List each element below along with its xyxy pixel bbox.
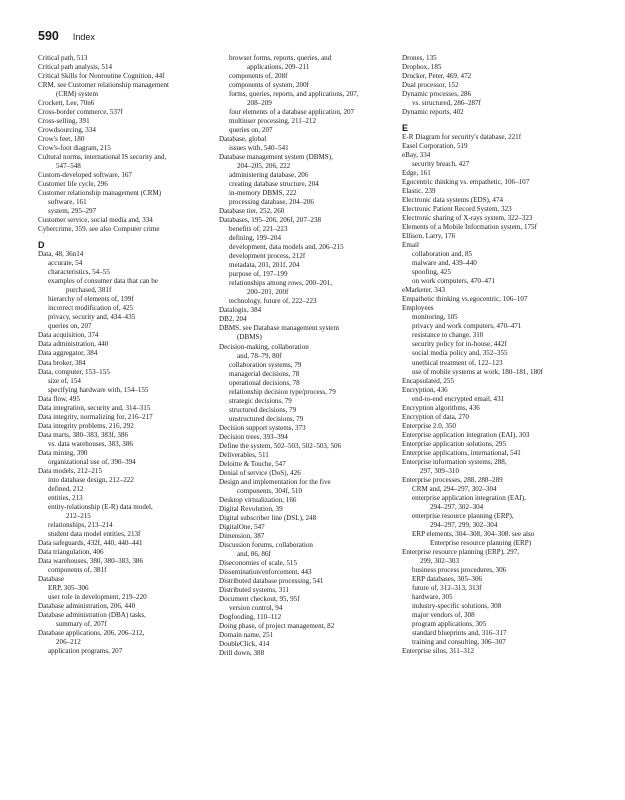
index-entry: Data aggregator, 384 xyxy=(38,349,98,358)
index-subentry: operational decisions, 78 xyxy=(229,378,300,387)
index-entry: Document checkout, 95, 95f xyxy=(219,594,300,603)
index-subentry: standard blueprints and, 316–317 xyxy=(412,628,507,637)
index-subentry: malware and, 439–440 xyxy=(412,259,477,268)
index-subentry: metadata, 201, 201f, 204 xyxy=(229,261,300,270)
index-entry: Crowdsourcing, 334 xyxy=(38,126,96,135)
index-entry: Electronic sharing of X-rays system, 322–323 xyxy=(402,214,533,223)
index-entry-continuation: and, 86, 86f xyxy=(237,549,271,558)
index-entry-continuation: summary of, 207f xyxy=(56,619,107,628)
index-entry-continuation: 294–297, 302–304 xyxy=(430,502,484,511)
index-subentry: relationship decision type/process, 79 xyxy=(229,387,336,396)
index-subentry: components of, 208f xyxy=(229,72,288,81)
index-entry-continuation: (DBMS) xyxy=(237,333,262,342)
index-entry: Encapsulated, 255 xyxy=(402,376,455,385)
section-letter: E xyxy=(402,123,409,134)
index-entry: DigitalOne, 547 xyxy=(219,522,265,531)
index-entry-continuation: 547–548 xyxy=(56,162,81,171)
index-entry-continuation: 212–215 xyxy=(66,511,91,520)
index-subentry: vs. data warehouses, 383, 386 xyxy=(48,439,133,448)
index-subentry: entities, 213 xyxy=(48,493,83,502)
index-subentry: system, 295–297 xyxy=(48,207,97,216)
index-subentry: managerial decisions, 78 xyxy=(229,369,300,378)
index-column-1 xyxy=(38,54,216,656)
index-entry-continuation: purchased, 381f xyxy=(66,286,112,295)
index-entry: Customer life cycle, 296 xyxy=(38,180,108,189)
index-entry: Dual processor, 152 xyxy=(402,81,459,90)
index-entry: eBay, 334 xyxy=(402,151,431,160)
index-subentry: program applications, 305 xyxy=(412,619,487,628)
index-entry: Desktop virtualization, 166 xyxy=(219,495,297,504)
index-entry: Drucker, Peter, 469, 472 xyxy=(402,72,472,81)
index-entry: Enterprise 2.0, 350 xyxy=(402,421,456,430)
index-entry: eMarketer, 343 xyxy=(402,286,446,295)
index-subentry: accurate, 54 xyxy=(48,259,83,268)
index-entry: Data administration, 440 xyxy=(38,340,109,349)
index-entry: Enterprise processes, 288, 288–289 xyxy=(402,475,503,484)
index-subentry: into database design, 212–222 xyxy=(48,475,134,484)
index-entry: Databases, 195–206, 206f, 207–238 xyxy=(219,216,322,225)
index-entry-continuation: Enterprise resource planning (ERP) xyxy=(430,538,532,547)
index-entry: Database, global xyxy=(219,135,267,144)
index-entry: Empathetic thinking vs.egocentric, 106–107 xyxy=(402,295,528,304)
index-subentry: development process, 212f xyxy=(229,252,306,261)
index-entry: Database xyxy=(38,574,64,583)
index-subentry: resistance to change, 310 xyxy=(412,331,484,340)
index-entry: Database tier, 252, 260 xyxy=(219,207,285,216)
index-entry: Data integrity problems, 216, 292 xyxy=(38,421,134,430)
index-subentry: enterprise resource planning (ERP), xyxy=(412,511,514,520)
index-subentry: business process procedures, 306 xyxy=(412,565,507,574)
index-entry: Enterprise application integration (EAI), 303 xyxy=(402,430,530,439)
index-entry: Elements of a Mobile Information system, 175f xyxy=(402,223,537,232)
index-entry: CRM. see Customer relationship management xyxy=(38,81,170,90)
index-entry: Dogfooding, 110–112 xyxy=(219,612,282,621)
index-subentry: training and consulting, 306–307 xyxy=(412,637,506,646)
index-entry: Critical path analysis, 514 xyxy=(38,63,113,72)
index-subentry: structured decisions, 79 xyxy=(229,405,297,414)
index-entry: Deliverables, 511 xyxy=(219,450,269,459)
index-entry: Drill down, 388 xyxy=(219,649,265,658)
index-subentry: size of, 154 xyxy=(48,376,81,385)
index-subentry: specifying hardware with, 154–155 xyxy=(48,385,149,394)
index-entry: Dropbox, 185 xyxy=(402,63,442,72)
index-entry: Data integration, security and, 314–315 xyxy=(38,403,151,412)
index-entry: Cybercrime, 359. see also Computer crime xyxy=(38,225,160,234)
index-entry-continuation: 294–297, 299, 302–304 xyxy=(430,520,498,529)
index-subentry: end-to-end encrypted email, 431 xyxy=(412,394,505,403)
index-subentry: creating database structure, 204 xyxy=(229,180,319,189)
index-entry: Domain name, 251 xyxy=(219,631,274,639)
index-entry: Distributed systems, 311 xyxy=(219,585,290,594)
index-entry: Cultural norms, international IS security and, xyxy=(38,153,167,162)
index-entry: Critical Skills for Nonroutine Cognition, 44f xyxy=(38,72,165,81)
index-entry: Dynamic processes, 286 xyxy=(402,90,472,99)
index-subentry: issues with, 540–541 xyxy=(229,144,289,153)
index-subentry: security policy for in-house, 442f xyxy=(412,340,507,349)
index-entry: Data, computer, 153–155 xyxy=(38,367,110,376)
index-entry-continuation: 297, 309–310 xyxy=(420,466,460,475)
index-subentry: in-memory DBMS, 222 xyxy=(229,189,297,198)
index-subentry: hardware, 305 xyxy=(412,592,453,601)
index-entry: Enterprise information systems, 288, xyxy=(402,457,507,466)
index-entry: Crow's feet, 180 xyxy=(38,135,85,144)
running-head: Index xyxy=(72,32,95,42)
index-column-2 xyxy=(219,54,397,658)
index-subentry: ERP elements, 304–308, 304–308. see also xyxy=(412,529,535,538)
index-entry: Database management system (DBMS), xyxy=(219,153,333,162)
index-subentry: privacy, security and, 434–435 xyxy=(48,313,136,322)
index-entry: Egocentric thinking vs. empathetic, 106–107 xyxy=(402,178,530,187)
index-entry: Data acquisition, 374 xyxy=(38,331,99,340)
index-entry: Decision support systems, 373 xyxy=(219,423,306,432)
index-subentry: defining, 199–204 xyxy=(229,234,282,243)
index-subentry: characteristics, 54–55 xyxy=(48,268,110,277)
index-subentry: examples of consumer data that can be xyxy=(48,277,158,286)
index-entry: Distributed database processing, 541 xyxy=(219,576,324,585)
index-entry: Data triangulation, 406 xyxy=(38,547,104,556)
index-subentry: technology, future of, 222–223 xyxy=(229,297,317,306)
index-subentry: vs. structured, 286–287f xyxy=(412,99,481,108)
index-entry: Easel Corporation, 519 xyxy=(402,142,468,151)
index-entry: Customer relationship management (CRM) xyxy=(38,189,162,198)
index-entry: Encryption algorithms, 436 xyxy=(402,403,480,412)
section-letter: D xyxy=(38,240,45,251)
index-entry: Data, 48, 36n14 xyxy=(38,250,84,259)
index-subentry: purpose of, 197–199 xyxy=(229,270,288,279)
index-entry: Email xyxy=(402,241,419,250)
index-subentry: on work computers, 470–471 xyxy=(412,277,496,286)
index-subentry: future of, 312–313, 313f xyxy=(412,583,482,592)
index-subentry: unethical treatment of, 122–123 xyxy=(412,358,503,367)
index-entry: Design and implementation for the five xyxy=(219,477,331,486)
index-subentry: forms, queries, reports, and applications, 207, xyxy=(229,90,359,99)
index-subentry: CRM and, 294–297, 302–304 xyxy=(412,484,497,493)
index-entry: Encryption, 436 xyxy=(402,385,448,394)
index-subentry: ERP databases, 305–306 xyxy=(412,574,483,583)
index-subentry: privacy and work computers, 470–471 xyxy=(412,322,522,331)
index-entry: Data integrity, normalizing for, 216–217 xyxy=(38,412,153,421)
index-entry: Decision trees, 393–394 xyxy=(219,432,288,441)
index-subentry: version control, 94 xyxy=(229,603,283,612)
index-entry: Enterprise applications, international, 541 xyxy=(402,448,521,457)
index-subentry: software, 161 xyxy=(48,198,87,207)
index-entry: Ellison, Larry, 176 xyxy=(402,232,456,241)
index-entry: E-R Diagram for security's database, 221f xyxy=(402,133,522,142)
index-entry: Data safeguards, 432f, 440, 440–441 xyxy=(38,538,143,547)
index-entry: Dissemination/enforcement, 443 xyxy=(219,567,312,576)
index-entry: Data flow, 495 xyxy=(38,394,80,403)
index-entry: Database administration, 206, 440 xyxy=(38,601,136,610)
index-entry: Digital subscriber line (DSL), 248 xyxy=(219,513,317,522)
index-entry: Deloitte & Touche, 547 xyxy=(219,459,286,468)
index-entry-continuation: 299, 302–303 xyxy=(420,556,460,565)
index-entry-continuation: components, 304f, 510 xyxy=(237,486,303,495)
index-entry-continuation: 204–205, 206, 222 xyxy=(237,162,291,171)
index-subentry: collaboration and, 85 xyxy=(412,250,473,259)
index-entry: Encryption of data, 270 xyxy=(402,412,469,421)
index-subentry: spoofing, 425 xyxy=(412,268,452,277)
index-entry: Electronic Patient Record System, 323 xyxy=(402,205,512,214)
index-subentry: components of, 381f xyxy=(48,565,107,574)
index-entry: DBMS. see Database management system xyxy=(219,324,339,333)
index-subentry: benefits of, 221–223 xyxy=(229,225,288,234)
index-subentry: strategic decisions, 79 xyxy=(229,396,292,405)
index-subentry: queries on, 207 xyxy=(229,126,273,135)
index-entry-continuation: 206–212 xyxy=(56,637,81,646)
index-subentry: user role in development, 219–220 xyxy=(48,592,147,601)
index-subentry: security breach, 427 xyxy=(412,160,470,169)
index-subentry: incorrect modification of, 425 xyxy=(48,304,134,313)
index-subentry: multiuser processing, 211–212 xyxy=(229,117,317,126)
index-entry: Discussion forums, collaboration xyxy=(219,540,313,549)
index-entry: Data broker, 384 xyxy=(38,358,86,367)
index-entry: DB2, 204 xyxy=(219,315,247,324)
index-entry: Enterprise resource planning (ERP), 297, xyxy=(402,547,520,556)
index-entry: Enterprise silos, 311–312 xyxy=(402,647,475,655)
index-entry: DoubleClick, 414 xyxy=(219,640,270,649)
index-subentry: student data model entities, 213f xyxy=(48,529,141,538)
index-entry: Edge, 161 xyxy=(402,169,431,178)
index-subentry: collaboration systems, 79 xyxy=(229,360,302,369)
index-subentry: industry-specific solutions, 308 xyxy=(412,601,502,610)
index-subentry: administering database, 206 xyxy=(229,171,309,180)
index-entry-continuation: and, 78–79, 80f xyxy=(237,351,282,360)
index-entry: Customer service, social media and, 334 xyxy=(38,216,153,225)
index-entry: Digital Revolution, 39 xyxy=(219,504,283,513)
index-subentry: browser forms, reports, queries, and xyxy=(229,54,332,62)
index-subentry: monitoring, 105 xyxy=(412,313,458,322)
index-entry: Crow's-foot diagram, 215 xyxy=(38,144,111,153)
index-entry: Enterprise application solutions, 295 xyxy=(402,439,507,448)
index-subentry: use of mobile systems at work, 180–181, 180f xyxy=(412,367,544,376)
index-entry: Define the system, 502–503, 502–503, 506 xyxy=(219,441,342,450)
index-entry: Dimension, 387 xyxy=(219,531,265,540)
index-subentry: enterprise application integration (EAI), xyxy=(412,493,526,502)
index-entry-continuation: (CRM) system xyxy=(56,90,98,99)
index-subentry: relationships among rows, 200–201, xyxy=(229,279,333,288)
index-subentry: processing database, 204–206 xyxy=(229,198,314,207)
index-entry: Crockett, Lee, 70n6 xyxy=(38,99,95,108)
index-subentry: ERP, 305–306 xyxy=(48,583,89,592)
index-entry: Datalogix, 384 xyxy=(219,306,262,315)
index-subentry: application programs, 207 xyxy=(48,647,123,655)
index-entry: Data mining, 390 xyxy=(38,448,88,457)
index-entry: Drones, 135 xyxy=(402,54,437,62)
index-subentry: four elements of a database application, 207 xyxy=(229,108,355,117)
index-entry: Diseconomies of scale, 515 xyxy=(219,558,298,567)
index-subentry: entity-relationship (E-R) data model, xyxy=(48,502,153,511)
index-entry: Data warehouses, 380, 380–383, 386 xyxy=(38,556,144,565)
index-entry: Denial of service (DoS), 426 xyxy=(219,468,301,477)
index-entry: Dynamic reports, 402 xyxy=(402,108,464,117)
index-entry: Electronic data systems (EDS), 474 xyxy=(402,196,504,205)
index-entry: Cross-selling, 391 xyxy=(38,117,90,126)
index-entry: Database administration (DBA) tasks, xyxy=(38,610,146,619)
index-subentry: unstructured decisions, 79 xyxy=(229,414,304,423)
index-subentry: hierarchy of elements of, 199f xyxy=(48,295,134,304)
index-entry: Employees xyxy=(402,304,434,313)
index-entry: Cross-border commerce, 537f xyxy=(38,108,123,117)
index-subentry: organizational use of, 390–394 xyxy=(48,457,136,466)
index-subentry: relationships, 213–214 xyxy=(48,520,113,529)
index-entry-continuation: 200–201, 200f xyxy=(247,288,289,297)
page-number: 590 xyxy=(38,29,59,43)
index-entry: Doing phase, of project management, 82 xyxy=(219,621,335,630)
index-entry-continuation: applications, 209–211 xyxy=(247,63,310,72)
index-entry: Data marts, 380–383, 383f, 386 xyxy=(38,430,129,439)
index-subentry: social media policy and, 352–355 xyxy=(412,349,508,358)
index-subentry: components of system, 200f xyxy=(229,81,309,90)
index-column-3 xyxy=(402,54,580,656)
page-header xyxy=(38,27,95,43)
index-subentry: defined, 212 xyxy=(48,484,84,493)
index-subentry: queries on, 207 xyxy=(48,322,92,331)
index-entry: Decision-making, collaboration xyxy=(219,342,309,351)
index-subentry: major vendors of, 308 xyxy=(412,610,475,619)
index-entry: Elastic, 239 xyxy=(402,187,436,196)
index-entry-continuation: 208–209 xyxy=(247,99,272,108)
index-entry: Database applications, 206, 206–212, xyxy=(38,628,145,637)
index-subentry: development, data models and, 206–215 xyxy=(229,243,344,252)
index-entry: Data models, 212–215 xyxy=(38,466,103,475)
index-entry: Custom-developed software, 167 xyxy=(38,171,132,180)
index-entry: Critical path, 513 xyxy=(38,54,88,62)
